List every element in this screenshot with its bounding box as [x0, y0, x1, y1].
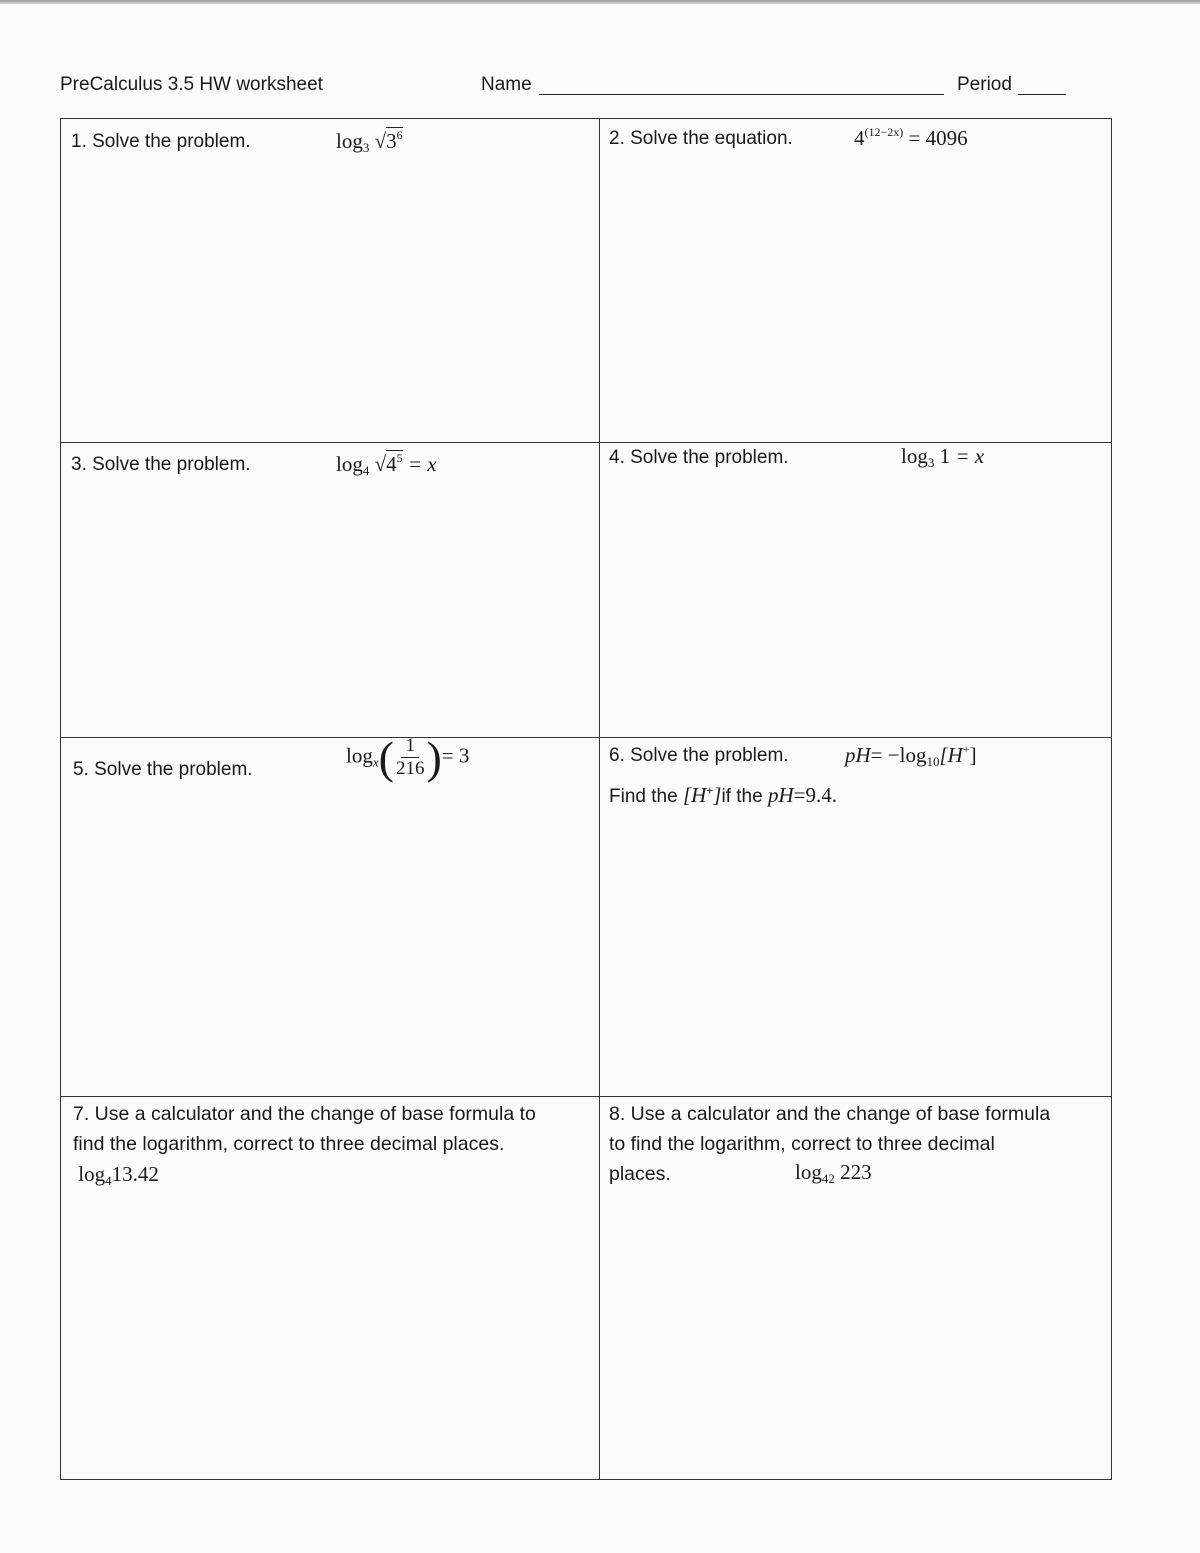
problem-8-line-3-row	[609, 1159, 1109, 1189]
bracket-close: ]	[713, 783, 722, 807]
ph-value: =9.4.	[793, 783, 837, 807]
worksheet-title: PreCalculus 3.5 HW worksheet	[60, 74, 323, 95]
log-base: 10	[926, 754, 940, 769]
log-argument: 13.42	[111, 1162, 159, 1186]
problem-5[interactable]	[73, 732, 593, 1079]
problem-7-line-2: find the logarithm, correct to three decimal places.	[73, 1133, 505, 1155]
problem-8-text	[609, 1099, 1109, 1189]
problem-8-line-2: to find the logarithm, correct to three decimal	[609, 1133, 995, 1155]
log-text: log	[336, 452, 363, 476]
ph-symbol: pH	[845, 743, 871, 767]
charge: +	[962, 742, 970, 756]
row-divider	[61, 737, 1111, 738]
ph-symbol: pH	[767, 783, 794, 807]
bracket-close: ]	[969, 743, 977, 767]
problem-grid	[60, 118, 1112, 1480]
log-text: log	[78, 1162, 106, 1186]
charge: +	[706, 783, 714, 798]
problem-4-label: 4. Solve the problem.	[609, 447, 789, 468]
h-ion: [H	[939, 743, 963, 767]
problem-7[interactable]	[73, 1099, 593, 1469]
problem-3[interactable]	[71, 451, 591, 724]
name-blank[interactable]	[539, 94, 944, 95]
name-label: Name	[481, 74, 532, 95]
rhs: = 3	[441, 743, 470, 768]
problem-8-line-3: places.	[609, 1163, 671, 1185]
rhs: = x	[407, 452, 437, 476]
radicand: 4	[386, 452, 397, 476]
problem-1-label: 1. Solve the problem.	[71, 131, 251, 152]
log-text: log	[901, 444, 928, 468]
problem-2-label: 2. Solve the equation.	[609, 128, 793, 149]
problem-6[interactable]	[609, 742, 1109, 1075]
problem-8-line-1: 8. Use a calculator and the change of base formula	[609, 1103, 1051, 1125]
log-text: log	[795, 1160, 822, 1184]
fraction	[396, 736, 425, 779]
column-divider	[599, 119, 600, 1479]
log-argument: 223	[840, 1160, 872, 1184]
problem-1-expression: $\log_3 √3^6$	[336, 128, 403, 155]
question-mid: if the	[721, 786, 763, 807]
problem-1[interactable]	[71, 128, 591, 431]
exponent: 6	[396, 128, 403, 142]
log-text: log	[336, 129, 363, 153]
radicand: 3	[386, 129, 397, 153]
problem-5-expression	[346, 731, 469, 784]
problem-6-formula	[845, 742, 977, 770]
problem-2[interactable]	[609, 125, 1109, 428]
scan-edge	[0, 0, 1200, 4]
question-prefix: Find the	[609, 786, 678, 807]
log-argument: 1	[939, 444, 951, 468]
problem-2-expression	[854, 125, 968, 151]
log-base: 3	[927, 455, 935, 470]
row-divider	[61, 1096, 1111, 1097]
log-base: 3	[362, 140, 370, 155]
problem-4[interactable]	[609, 444, 1109, 717]
log-text: log	[346, 743, 373, 768]
log-base: 4	[362, 463, 370, 478]
row-divider	[61, 442, 1111, 443]
worksheet-header	[60, 74, 1070, 100]
problem-7-line-1: 7. Use a calculator and the change of base formula to	[73, 1103, 536, 1125]
exponent: 5	[396, 451, 403, 465]
left-paren-icon: (	[378, 732, 394, 783]
problem-3-label: 3. Solve the problem.	[71, 454, 251, 475]
rhs: = x	[955, 444, 985, 468]
problem-8-expression	[795, 1157, 872, 1194]
rhs: = 4096	[908, 126, 968, 150]
problem-5-label: 5. Solve the problem.	[73, 759, 253, 780]
h-ion: [H	[682, 783, 707, 807]
period-blank[interactable]	[1018, 94, 1066, 95]
right-paren-icon: )	[426, 732, 442, 783]
period-label: Period	[957, 74, 1012, 95]
problem-8[interactable]	[609, 1099, 1109, 1469]
denominator: 216	[395, 758, 425, 779]
problem-7-text	[73, 1099, 593, 1196]
log-base: 4	[105, 1173, 112, 1188]
problem-7-expression	[73, 1159, 593, 1196]
formula-rhs: = −log	[870, 743, 927, 767]
log-base: 42	[821, 1171, 835, 1186]
problem-6-question	[609, 783, 837, 808]
problem-4-expression	[901, 444, 984, 471]
log-base: x	[372, 754, 379, 770]
numerator: 1	[401, 736, 419, 758]
base-value: 4	[854, 126, 865, 150]
exponent: (12−2x)	[864, 125, 904, 139]
problem-3-expression: $\log_4 √4^5 = x$	[336, 451, 437, 478]
problem-6-label: 6. Solve the problem.	[609, 745, 789, 766]
